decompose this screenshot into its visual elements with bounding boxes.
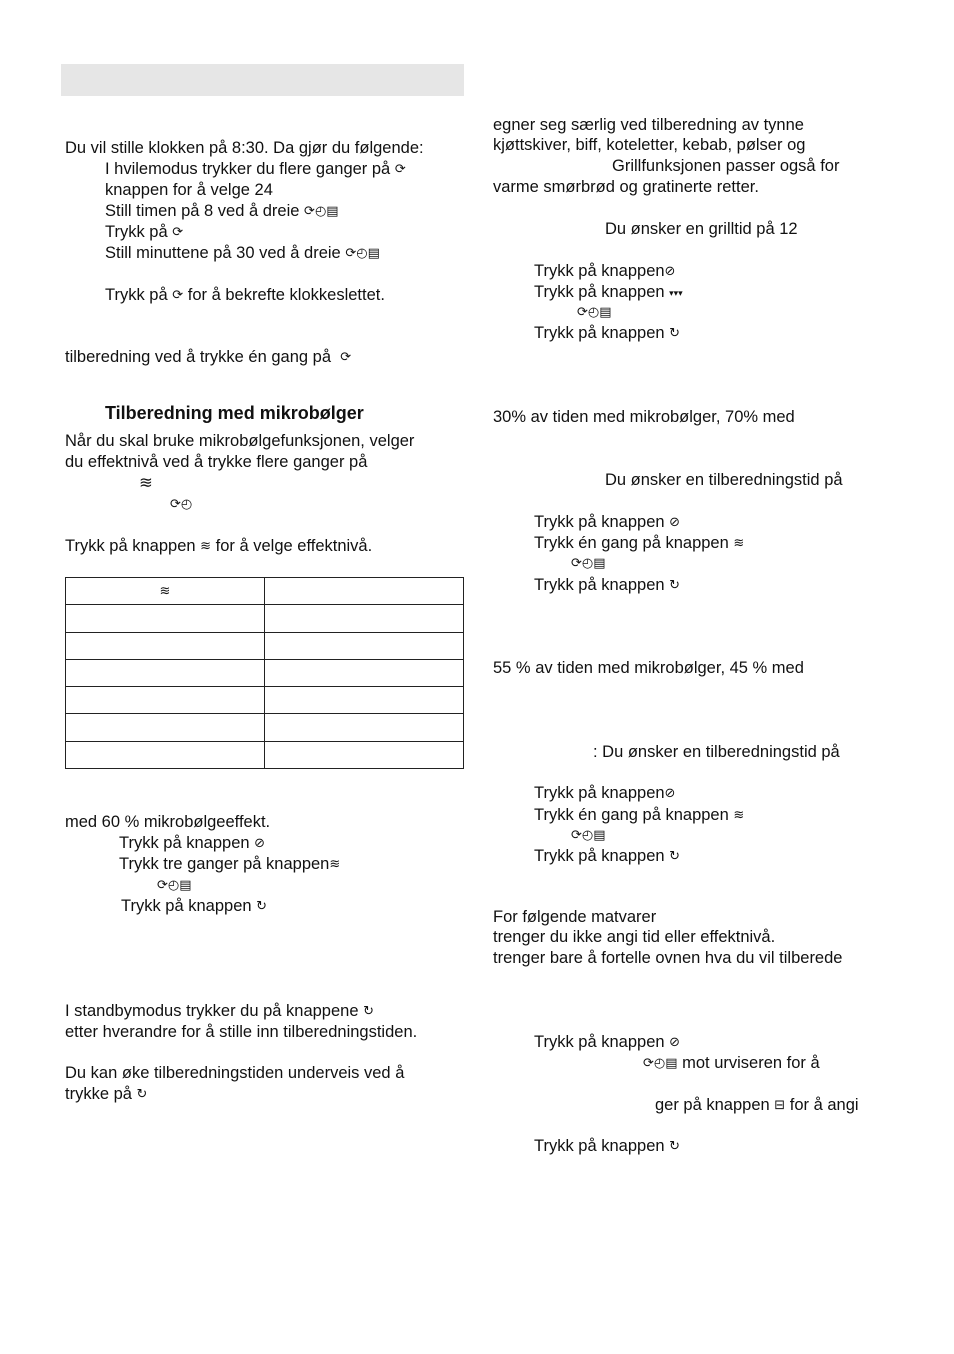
combo2-step-1: Trykk på knappen⊘ [534,784,676,802]
dial-icon: ⟳◴▤ [577,304,612,319]
combo1-line: 30% av tiden med mikrobølger, 70% med [493,408,795,426]
clock-step-2: Still timen på 8 ved å dreie ⟳◴▤ [105,202,339,220]
example-step-2: Trykk tre ganger på knappen≋ [119,855,341,873]
table-row [66,714,464,741]
dial-icon: ⟳◴▤ [643,1055,678,1070]
auto-step-1: Trykk på knappen ⊘ [534,1033,681,1051]
table-cell [265,632,464,659]
micro-icon: ≋ [159,582,171,598]
stop-icon: ⊘ [664,263,676,278]
dial-icon: ⟳◴▤ [345,245,380,260]
clock-step-5: Trykk på ⟳ for å bekrefte klokkeslettet. [105,286,385,304]
micro-icon: ≋ [329,856,341,871]
stop-icon: ⊘ [254,835,266,850]
start-icon: ↻ [669,1138,681,1153]
stop-icon: ⊘ [669,1034,681,1049]
clock-icon: ⟳ [394,161,406,176]
example-line: med 60 % mikrobølgeeffekt. [65,813,271,831]
micro-heading: Tilberedning med mikrobølger [105,403,364,423]
table-cell [66,659,265,686]
start-icon: ↻ [363,1003,375,1018]
dial-icon: ⟳◴▤ [157,877,192,892]
table-cell [66,741,265,768]
standby-line-2: etter hverandre for å stille inn tilberedningstiden. [65,1023,418,1041]
stop-icon: ⊘ [669,514,681,529]
auto-para-3: trenger bare å fortelle ovnen hva du vil tilberede [493,949,843,967]
table-cell [66,714,265,741]
dial-icon: ⟳◴ [170,496,193,511]
table-header-cell [265,578,464,605]
grill-example: Du ønsker en grilltid på 12 [605,220,798,238]
combo1-step-1: Trykk på knappen ⊘ [534,513,681,531]
stop-icon: ⊘ [664,785,676,800]
auto-step-4: Trykk på knappen ↻ [534,1137,681,1155]
auto-para-1: For følgende matvarer [493,908,657,926]
table-cell [265,741,464,768]
combo1-step-2: Trykk én gang på knappen ≋ [534,534,745,552]
table-cell [265,659,464,686]
table-row [66,687,464,714]
micro-grill-icon: ≋ [733,807,745,822]
auto-step-3: ger på knappen ⊟ for å angi [655,1096,859,1114]
clock-step-3: Trykk på ⟳ [105,223,184,241]
micro-para-1: Når du skal bruke mikrobølgefunksjonen, velger [65,432,415,450]
micro-icon: ≋ [200,538,212,553]
start-icon: ↻ [669,577,681,592]
grill-para-1: egner seg særlig ved tilberedning av tynne [493,116,804,134]
clock-icon: ⟳ [172,224,184,239]
table-cell [66,605,265,632]
micro-press-line: Trykk på knappen ≋ for å velge effektnivå. [65,537,373,555]
auto-step-2: ⟳◴▤ mot urviseren for å [643,1054,820,1072]
auto-para-2: trenger du ikke angi tid eller effektnivå. [493,928,776,946]
clock-step-4: Still minuttene på 30 ved å dreie ⟳◴▤ [105,244,380,262]
example-step-4: Trykk på knappen ↻ [121,897,268,915]
grill-step-1: Trykk på knappen⊘ [534,262,676,280]
example-step-1: Trykk på knappen ⊘ [119,834,266,852]
table-cell [265,687,464,714]
clock-step-1b: knappen for å velge 24 [105,181,273,199]
micro-icon: ≋ [139,474,153,492]
grill-para-3: Grillfunksjonen passer også for [612,157,840,175]
start-icon: ↻ [136,1086,148,1101]
clock-step-1: I hvilemodus trykker du flere ganger på ⟳ [105,160,406,178]
table-row [66,632,464,659]
table-row [66,605,464,632]
dial-icon: ⟳◴▤ [304,203,339,218]
table-cell [265,714,464,741]
combo2-step-2: Trykk én gang på knappen ≋ [534,806,745,824]
micro-para-2: du effektnivå ved å trykke flere ganger på [65,453,368,471]
increase-line-1: Du kan øke tilberedningstiden underveis ved å [65,1064,405,1082]
start-icon: ↻ [256,898,268,913]
dial-icon: ⟳◴▤ [571,827,606,842]
table-row [66,659,464,686]
start-icon: ↻ [669,325,681,340]
table-header-cell [66,578,265,605]
combo1-example: Du ønsker en tilberedningstid på [605,471,843,489]
table-row [66,578,464,605]
dial-icon: ⟳◴▤ [571,555,606,570]
grill-step-4: Trykk på knappen ↻ [534,324,681,342]
clock-icon: ⟳ [340,349,352,364]
grill-step-2: Trykk på knappen ▾▾▾ [534,283,683,301]
table-row [66,741,464,768]
increase-line-2: trykke på ↻ [65,1085,148,1103]
table-cell [265,605,464,632]
combo2-line: 55 % av tiden med mikrobølger, 45 % med [493,659,804,677]
micro-grill-icon: ≋ [733,535,745,550]
start-icon: ↻ [669,848,681,863]
clock-intro: Du vil stille klokken på 8:30. Da gjør du følgende: [65,139,424,157]
combo1-step-4: Trykk på knappen ↻ [534,576,681,594]
grill-para-4: varme smørbrød og gratinerte retter. [493,178,759,196]
weight-icon: ⊟ [774,1097,786,1112]
section-header-bar [61,64,464,96]
table-cell [66,632,265,659]
grill-icon: ▾▾▾ [669,288,683,298]
table-cell [66,687,265,714]
combo2-example: : Du ønsker en tilberedningstid på [593,743,840,761]
standby-line-1: I standbymodus trykker du på knappene ↻ [65,1002,375,1020]
tilberedning-line: tilberedning ved å trykke én gang på ⟳ [65,348,352,366]
power-level-table [65,577,464,769]
clock-icon: ⟳ [172,287,184,302]
combo2-step-4: Trykk på knappen ↻ [534,847,681,865]
grill-para-2: kjøttskiver, biff, koteletter, kebab, pølser og [493,136,806,154]
